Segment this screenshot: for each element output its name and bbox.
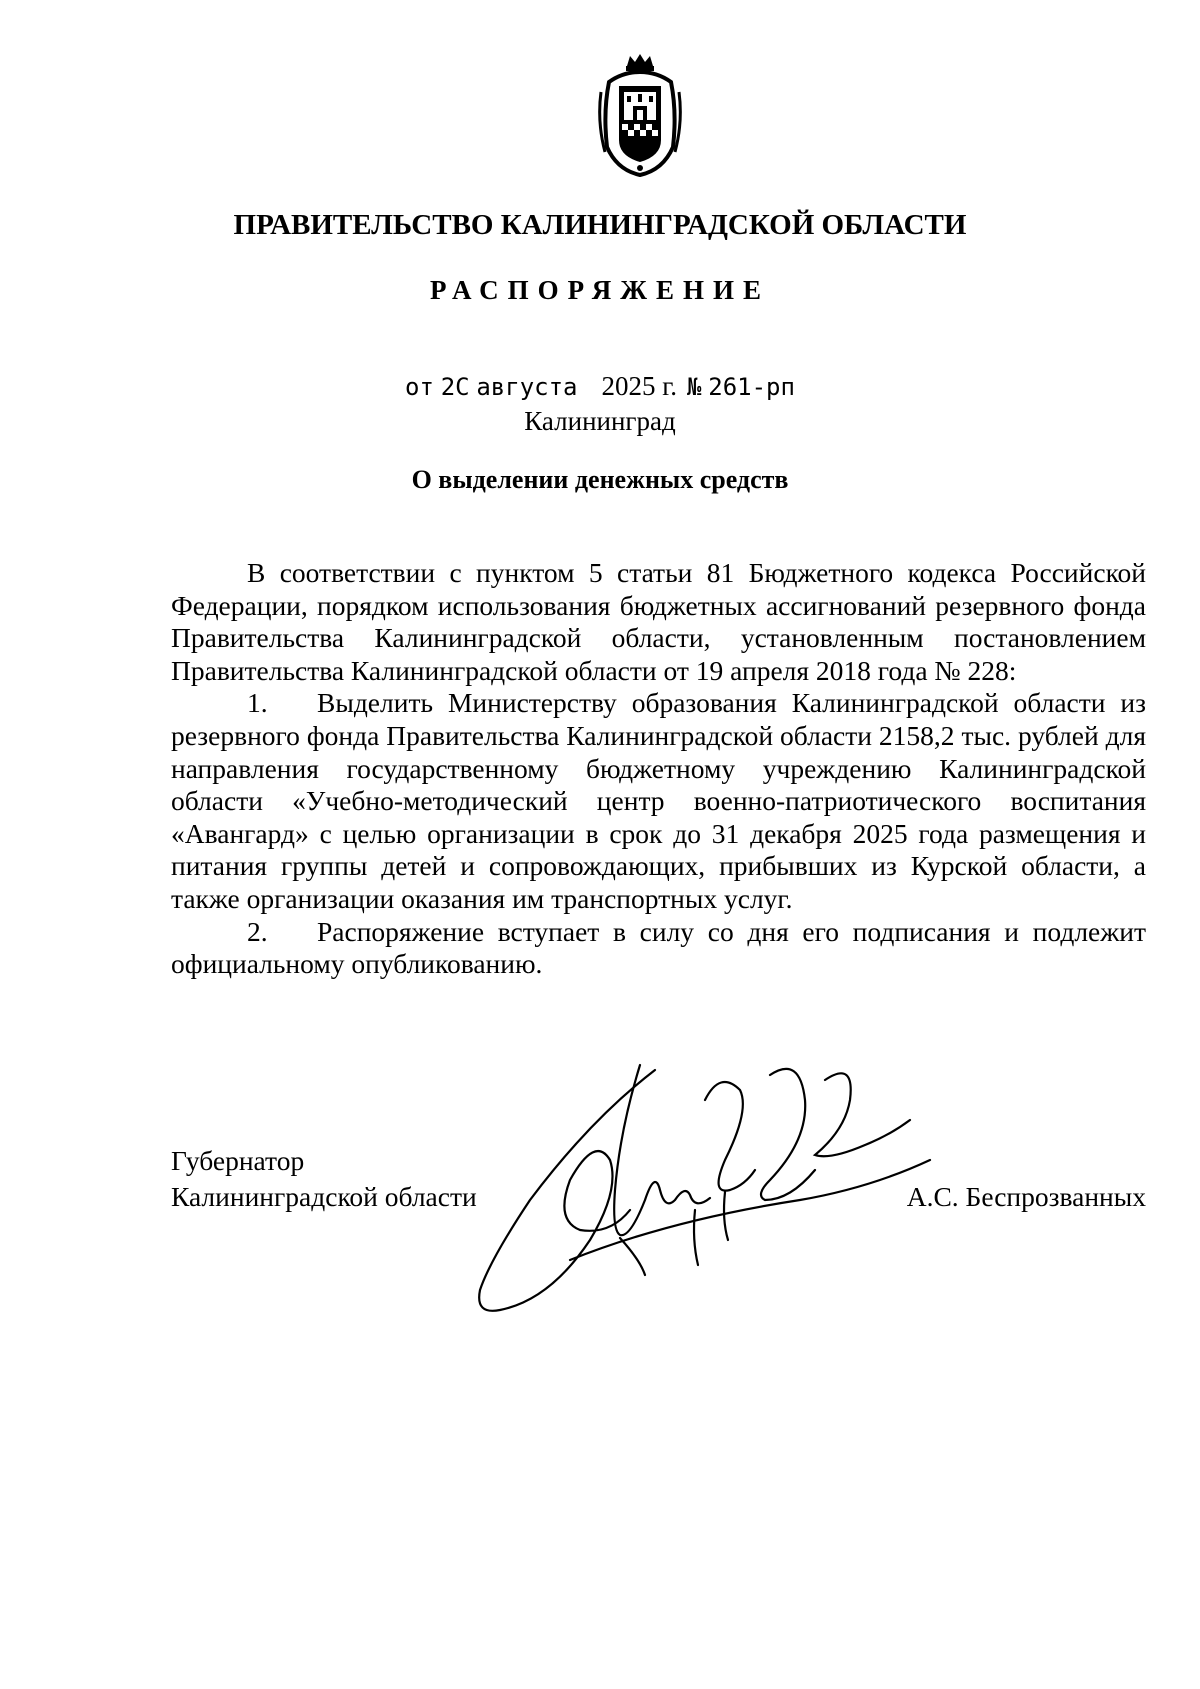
date-prefix: от: [405, 373, 434, 401]
coat-of-arms-icon: [597, 52, 683, 177]
preamble-paragraph: В соответствии с пунктом 5 статьи 81 Бюджетного кодекса Российской Федерации, порядком использования бюджетных ассигнований резервного фонда Правительства Калининградской области, установленным постановлением Правительства Калининградской области от 19 апреля 2018 года № 228:: [171, 557, 1146, 686]
item-text: Выделить Министерству образования Калининградской области из резервного фонда Правительства Калининградской области 2158,2 тыс. рублей для направления государственному бюджетному учреждению Калининградской области «Учебно-методический центр военно-патриотического воспитания «Авангард» с целью организации в срок до 31 декабря 2025 года размещения и питания группы детей и сопровождающих, прибывших из Курской области, а также организации оказания им транспортных услуг.: [171, 687, 1146, 914]
item-number: 1.: [247, 687, 268, 719]
number-sign: №: [687, 373, 702, 401]
date-number-line: [0, 368, 1200, 405]
signer-name: А.С. Беспрозванных: [906, 1181, 1146, 1212]
document-body: [171, 557, 1146, 981]
item-number: 2.: [247, 915, 268, 947]
signer-position-line1: Губернатор: [171, 1145, 305, 1176]
date-year: 2025 г.: [601, 371, 678, 401]
date-day: 2С: [440, 373, 470, 401]
handwritten-signature: [470, 1060, 940, 1320]
document-type-heading: РАСПОРЯЖЕНИЕ: [429, 275, 771, 305]
list-item: [171, 687, 1146, 915]
item-text: Распоряжение вступает в силу со дня его подписания и подлежит официальному опубликованию.: [171, 915, 1146, 980]
signer-position-line2: Калининградской области: [171, 1181, 477, 1212]
list-item: [171, 916, 1146, 981]
document-subject: О выделении денежных средств: [411, 465, 789, 494]
document-number: 261-рп: [708, 373, 795, 401]
city-name: Калининград: [524, 406, 676, 436]
organization-title: ПРАВИТЕЛЬСТВО КАЛИНИНГРАДСКОЙ ОБЛАСТИ: [233, 209, 967, 241]
signer-position: [171, 1143, 477, 1215]
date-month: августа: [476, 373, 578, 401]
